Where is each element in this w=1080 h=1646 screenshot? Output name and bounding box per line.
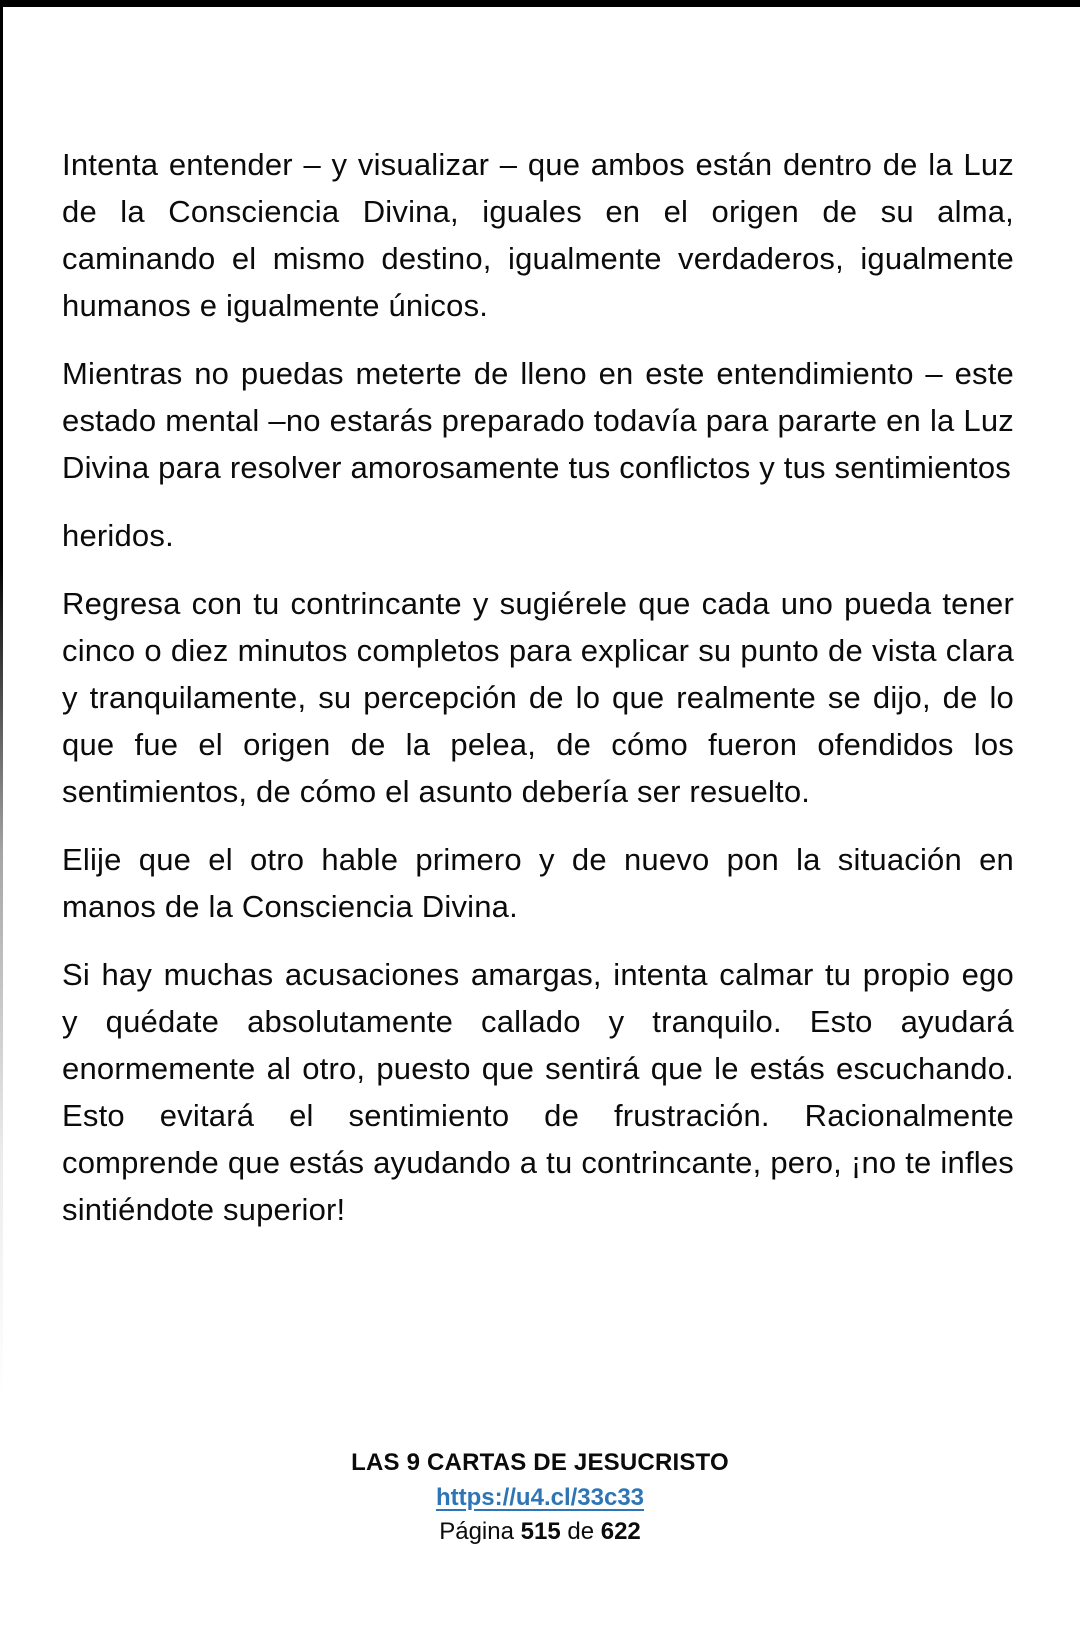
page-footer	[0, 1449, 1080, 1546]
page-indicator-current: 515	[520, 1518, 561, 1545]
body-paragraph: heridos.	[62, 518, 174, 553]
page-indicator-total: 622	[600, 1518, 641, 1545]
footer-link[interactable]: https://u4.cl/33c33	[435, 1484, 645, 1511]
footer-book-title: LAS 9 CARTAS DE JESUCRISTO	[351, 1449, 729, 1476]
page-indicator-separator: de	[567, 1518, 595, 1545]
body-paragraph: Intenta entender – y visualizar – que ambos están dentro de la Luz de la Consciencia Divina, iguales en el origen de su alma, caminando el mismo destino, igualmente verdaderos, igualmente humanos e igualmente únicos.	[62, 147, 1014, 323]
body-paragraph: Mientras no puedas meterte de lleno en este entendimiento – este estado mental –no estarás preparado todavía para pararte en la Luz Divina para resolver amorosamente tus conflictos y tus sentimientos	[62, 356, 1014, 485]
body-paragraph: Regresa con tu contrincante y sugiérele que cada uno pueda tener cinco o diez minutos completos para explicar su punto de vista clara y tranquilamente, su percepción de lo que realmente se dijo, de lo que fue el origen de la pelea, de cómo fueron ofendidos los sentimientos, de cómo el asunto debería ser resuelto.	[62, 586, 1014, 809]
page-indicator-prefix: Página	[439, 1518, 514, 1545]
body-paragraph: Si hay muchas acusaciones amargas, intenta calmar tu propio ego y quédate absolutamente callado y tranquilo. Esto ayudará enormemente al otro, puesto que sentirá que le estás escuchando. Esto evitará el sentimiento de frustración. Racionalmente comprende que estás ayudando a tu contrincante, pero, ¡no te infles sintiéndote superior!	[62, 957, 1014, 1227]
footer-link-line	[0, 1484, 1080, 1512]
body-paragraph: Elije que el otro hable primero y de nuevo pon la situación en manos de la Consciencia Divina.	[62, 842, 1014, 924]
page-indicator	[0, 1518, 1080, 1546]
